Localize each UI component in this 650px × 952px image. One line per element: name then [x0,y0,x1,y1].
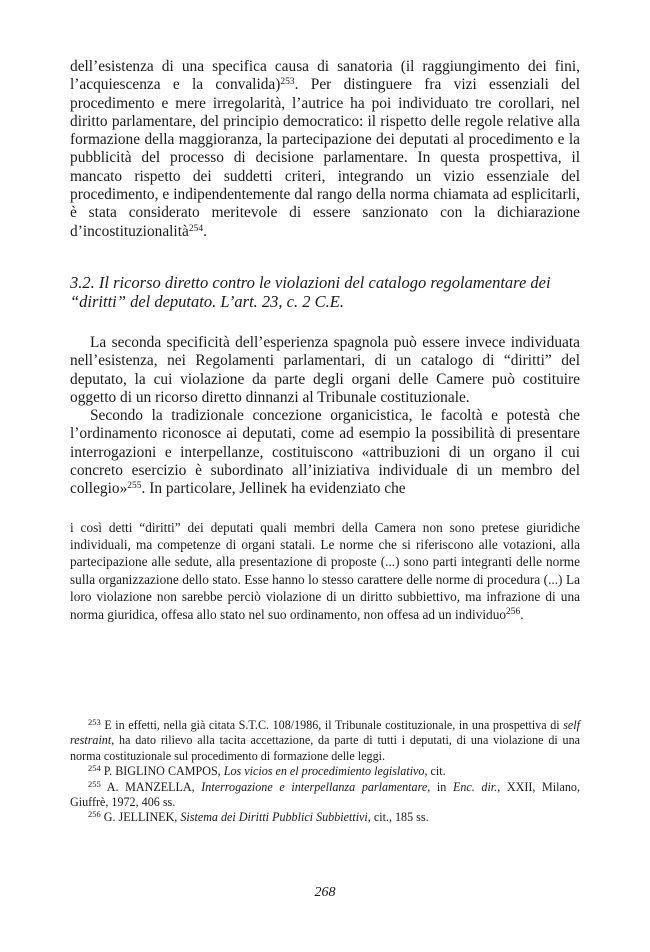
paragraph-1 [70,58,580,241]
footnote-italic: Los vicios en el procedimiento legislativo [223,764,425,779]
block-quote-end: . [520,606,524,622]
footnote-ref-253[interactable]: 253 [280,77,295,88]
footnote-text: , ha dato rilievo alla tacita accettazione, da parte di tutti i deputati, di una violazione di una norma costituzionale sul procedimento di formazione delle leggi. [70,733,580,763]
footnote-text: , in [427,779,453,794]
footnote-text: P. BIGLINO CAMPOS, [100,764,224,779]
footnote-number: 255 [88,778,101,789]
section-heading: 3.2. Il ricorso diretto contro le violazioni del catalogo regolamentare dei “diritti” del deputato. L’art. 23, c. 2 C.E. [70,272,551,312]
footnote-italic: self restraint [70,718,580,748]
footnote-italic: Sistema dei Diritti Pubblici Subbiettivi [180,810,368,825]
footnote-text: G. JELLINEK, [100,810,181,825]
footnote-text: , cit., 185 ss. [367,810,429,825]
page-body [70,58,580,623]
footnote-ref-255[interactable]: 255 [127,481,142,492]
paragraph-3-text-cont: . In particolare, Jellinek ha evidenziato che [141,480,406,498]
block-quote [70,519,580,623]
footnote-ref-254[interactable]: 254 [188,223,204,234]
footnote-text: E in effetti, nella già citata S.T.C. 108/1986, il Tribunale costituzionale, in una prospettiva di [100,718,564,732]
paragraph-1-text: dell’esistenza di una specifica causa di sanatoria (il raggiungimento dei fini, l’acquiescenza e la convalida) [70,58,580,94]
paragraph-3 [70,407,580,498]
footnote-number: 254 [88,763,101,774]
footnote-256 [70,810,580,825]
footnote-text: , cit. [424,764,446,779]
footnote-253 [70,718,580,764]
paragraph-3-text: Secondo la tradizionale concezione organicistica, le facoltà e potestà che l’ordinamento riconosce ai deputati, come ad esempio la possibilità di presentare interrogazioni e interpellanze, costituiscono «attribuzioni di un organo il cui concreto esercizio è subordinato all’iniziativa individuale di un membro del collegio» [70,407,580,498]
footnote-italic: Enc. dir. [452,779,498,794]
footnote-text: , XXII, Milano, Giuffrè, 1972, 406 ss. [70,779,581,810]
footnotes [70,718,580,826]
footnote-number: 256 [88,809,101,820]
footnote-254 [70,764,580,779]
block-quote-text: i così detti “diritti” dei deputati quali membri della Camera non sono pretese giuridiche individuali, ma competenze di organi statali. Le norme che si riferiscono alle votazioni, alla partecipazione alle sedute, alla presentazione di proposte (...) sono parti integranti delle norme sulla organizzazione dello stato. Esse hanno lo stesso carattere delle norme di procedura (...) La loro violazione non sarebbe perciò violazione di un diritto subbiettivo, ma infrazione di una norma giuridica, offesa allo stato nel suo ordinamento, non offesa ad un individuo [70,519,580,622]
page-number: 268 [314,885,336,900]
footnote-italic: Interrogazione e interpellanza parlamentare [201,779,428,794]
paragraph-2: La seconda specificità dell’esperienza spagnola può essere invece individuata nell’esistenza, nei Regolamenti parlamentari, di un catalogo di “diritti” del deputato, la cui violazione da parte degli organi delle Camere può costituire oggetto di un ricorso diretto dinnanzi al Tribunale costituzionale. [70,333,580,406]
footnote-number: 253 [88,717,101,727]
footnote-255 [70,780,580,811]
paragraph-1-end: . [203,222,207,240]
footnote-text: A. MANZELLA, [100,779,202,794]
paragraph-1-text-cont: . Per distinguere fra vizi essenziali del procedimento e mere irregolarità, l’autrice ha poi individuato tre corollari, nel diritto parlamentare, del principio democratico: il rispetto delle regole relative alla formazione della maggioranza, la partecipazione dei deputati al procedimento e la pubblicità del processo di decisione parlamentare. In questa prospettiva, il mancato rispetto dei suddetti criteri, integrando un vizio essenziale del procedimento, e indipendentemente dal rango della norma chiamata ad esplicitarli, è stata considerato meritevole di essere sanzionato con la dichiarazione d’incostituzionalità [70,76,580,240]
footnote-ref-256[interactable]: 256 [506,606,521,617]
